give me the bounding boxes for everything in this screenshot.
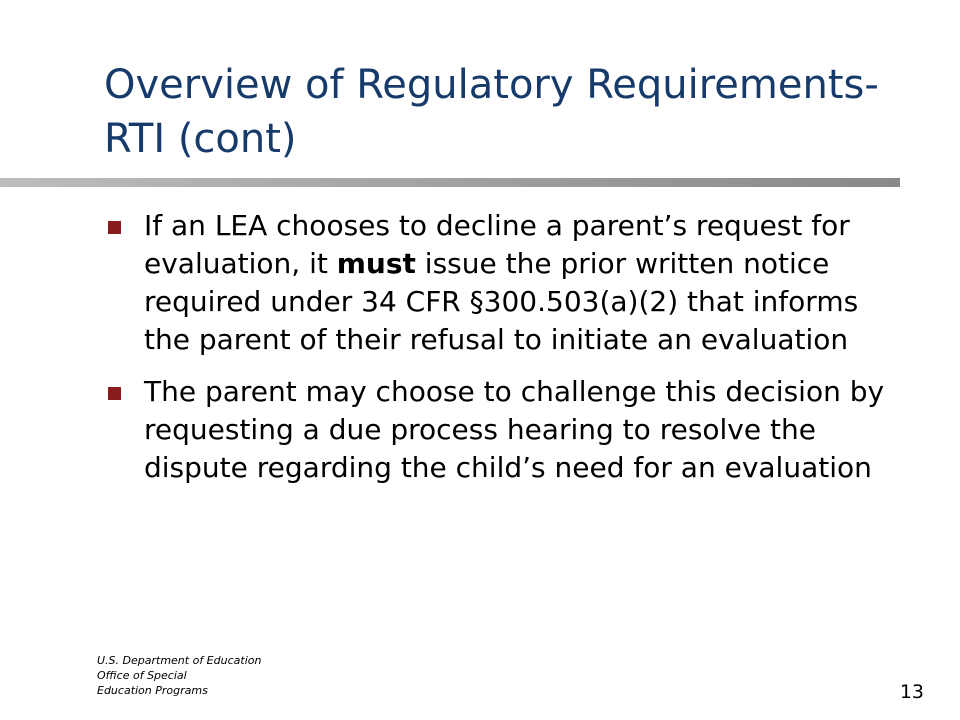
bullet-text-before: If an LEA chooses to decline a parent’s request for evaluation, it xyxy=(144,209,850,280)
slide-title: Overview of Regulatory Requirements-RTI (cont) xyxy=(104,62,879,162)
square-bullet-icon xyxy=(108,221,121,234)
bullet-item xyxy=(104,373,904,487)
page-number: 13 xyxy=(899,681,924,703)
square-bullet-icon xyxy=(108,387,121,400)
bullet-text xyxy=(144,209,858,356)
footer-line: Education Programs xyxy=(97,684,208,697)
bullet-text-after: issue the prior written notice required under 34 CFR §300.503(a)(2) that informs the parent of their refusal to initiate an evaluation xyxy=(144,247,859,356)
bullet-list xyxy=(104,207,904,501)
title-divider xyxy=(0,178,900,187)
footer-line: U.S. Department of Education xyxy=(97,654,262,667)
bullet-text-emphasis: must xyxy=(336,247,416,280)
footer-line: Office of Special xyxy=(97,669,187,682)
footer-organization xyxy=(97,653,261,698)
bullet-text: The parent may choose to challenge this decision by requesting a due process hearing to resolve the dispute regarding the child’s need for an evaluation xyxy=(144,375,885,484)
bullet-item xyxy=(104,207,904,359)
